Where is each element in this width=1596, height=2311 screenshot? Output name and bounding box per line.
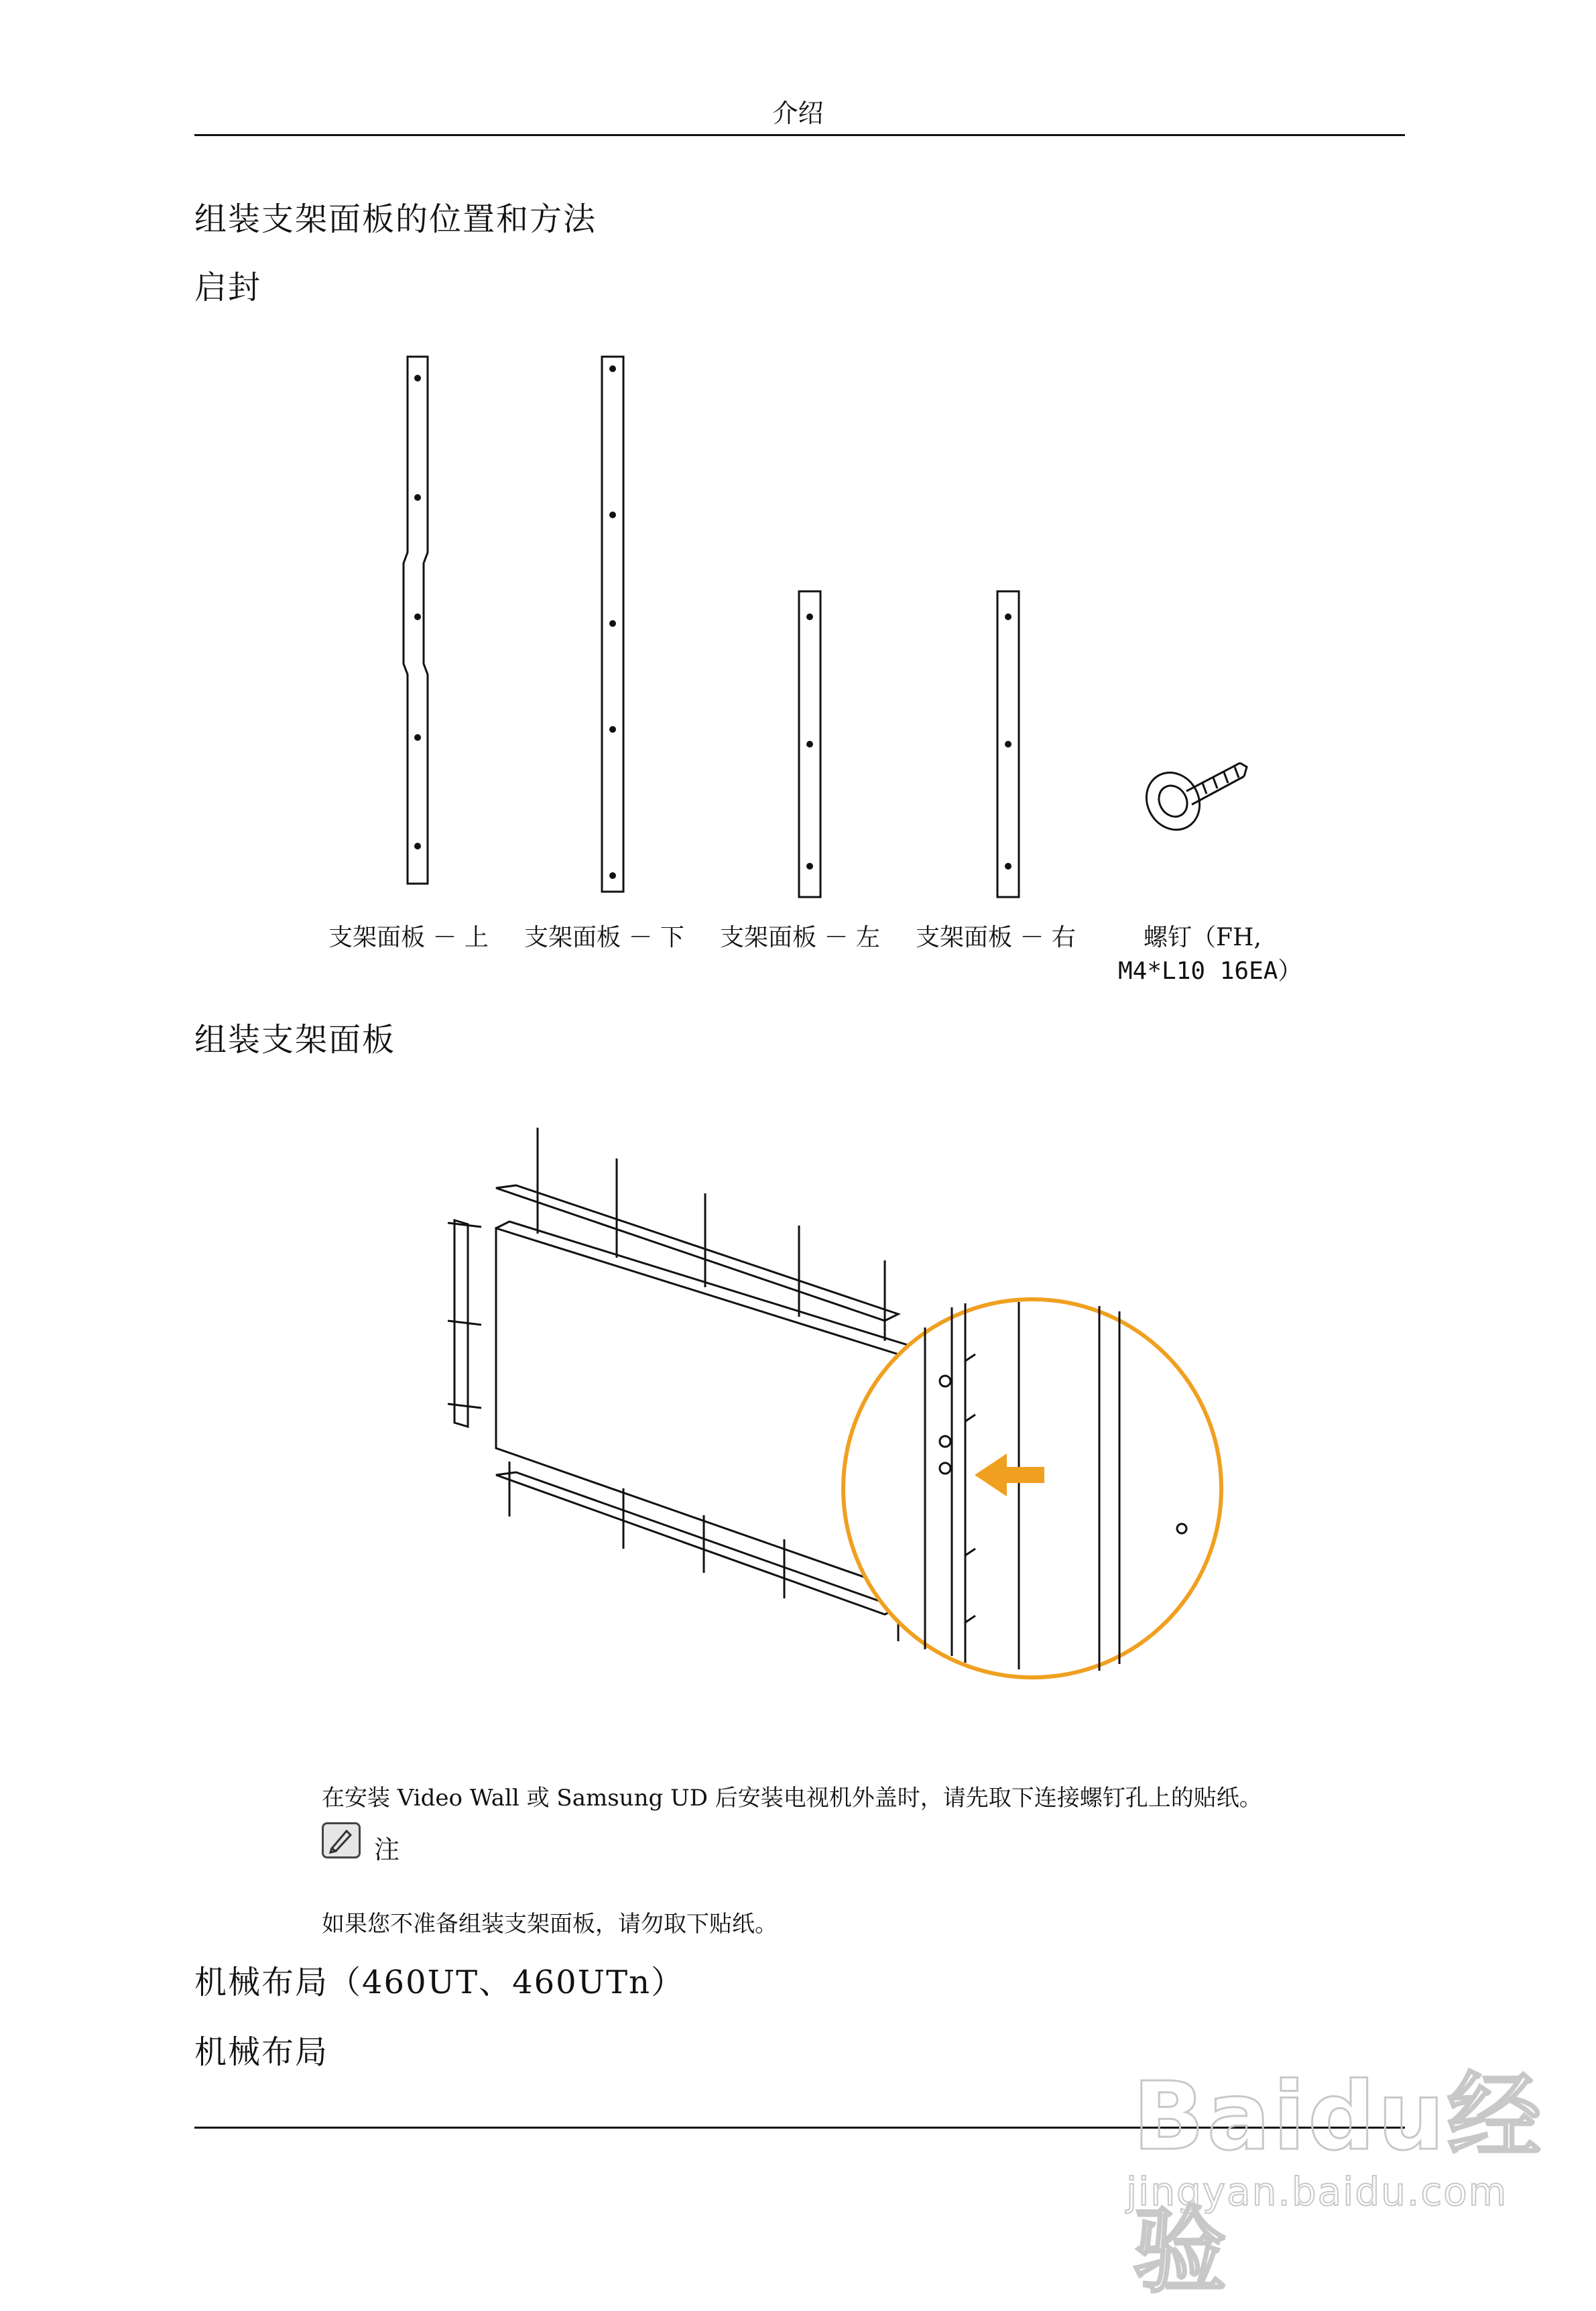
unpack-heading: 启封 bbox=[194, 269, 262, 306]
caption-panel-top: 支架面板 － 上 bbox=[328, 924, 489, 951]
page-header-title: 介绍 bbox=[772, 99, 824, 128]
assembly-illustration bbox=[429, 1126, 1300, 1683]
zoom-circle bbox=[843, 1299, 1221, 1677]
caption-screw-line2: M4*L10 16EA） bbox=[1118, 957, 1302, 985]
note-label: 注 bbox=[374, 1835, 400, 1864]
caption-panel-bottom: 支架面板 － 下 bbox=[524, 924, 684, 951]
header-rule bbox=[194, 134, 1405, 136]
screw-icon bbox=[1136, 763, 1247, 839]
assemble-heading: 组装支架面板 bbox=[194, 1021, 396, 1059]
watermark-url: jingyan.baidu.com bbox=[1126, 2169, 1508, 2214]
pencil-note-icon bbox=[322, 1822, 361, 1858]
monitor-shape bbox=[496, 1228, 898, 1589]
watermark-brand: Baidu经验 bbox=[1133, 2062, 1544, 2306]
main-heading: 组装支架面板的位置和方法 bbox=[194, 200, 597, 238]
caption-panel-left: 支架面板 － 左 bbox=[720, 924, 880, 951]
panel-top-shape bbox=[404, 357, 428, 884]
parts-illustration bbox=[375, 349, 1314, 898]
layout-heading: 机械布局（460UT、460UTn） bbox=[194, 1964, 685, 2001]
caption-panel-right: 支架面板 － 右 bbox=[916, 924, 1076, 951]
instruction-text: 在安装 Video Wall 或 Samsung UD 后安装电视机外盖时，请先取下连接螺钉孔上的贴纸。 bbox=[322, 1785, 1262, 1812]
layout-subheading: 机械布局 bbox=[194, 2033, 329, 2071]
note-text: 如果您不准备组装支架面板，请勿取下贴纸。 bbox=[322, 1911, 778, 1938]
caption-screw-line1: 螺钉（FH, bbox=[1144, 924, 1262, 951]
